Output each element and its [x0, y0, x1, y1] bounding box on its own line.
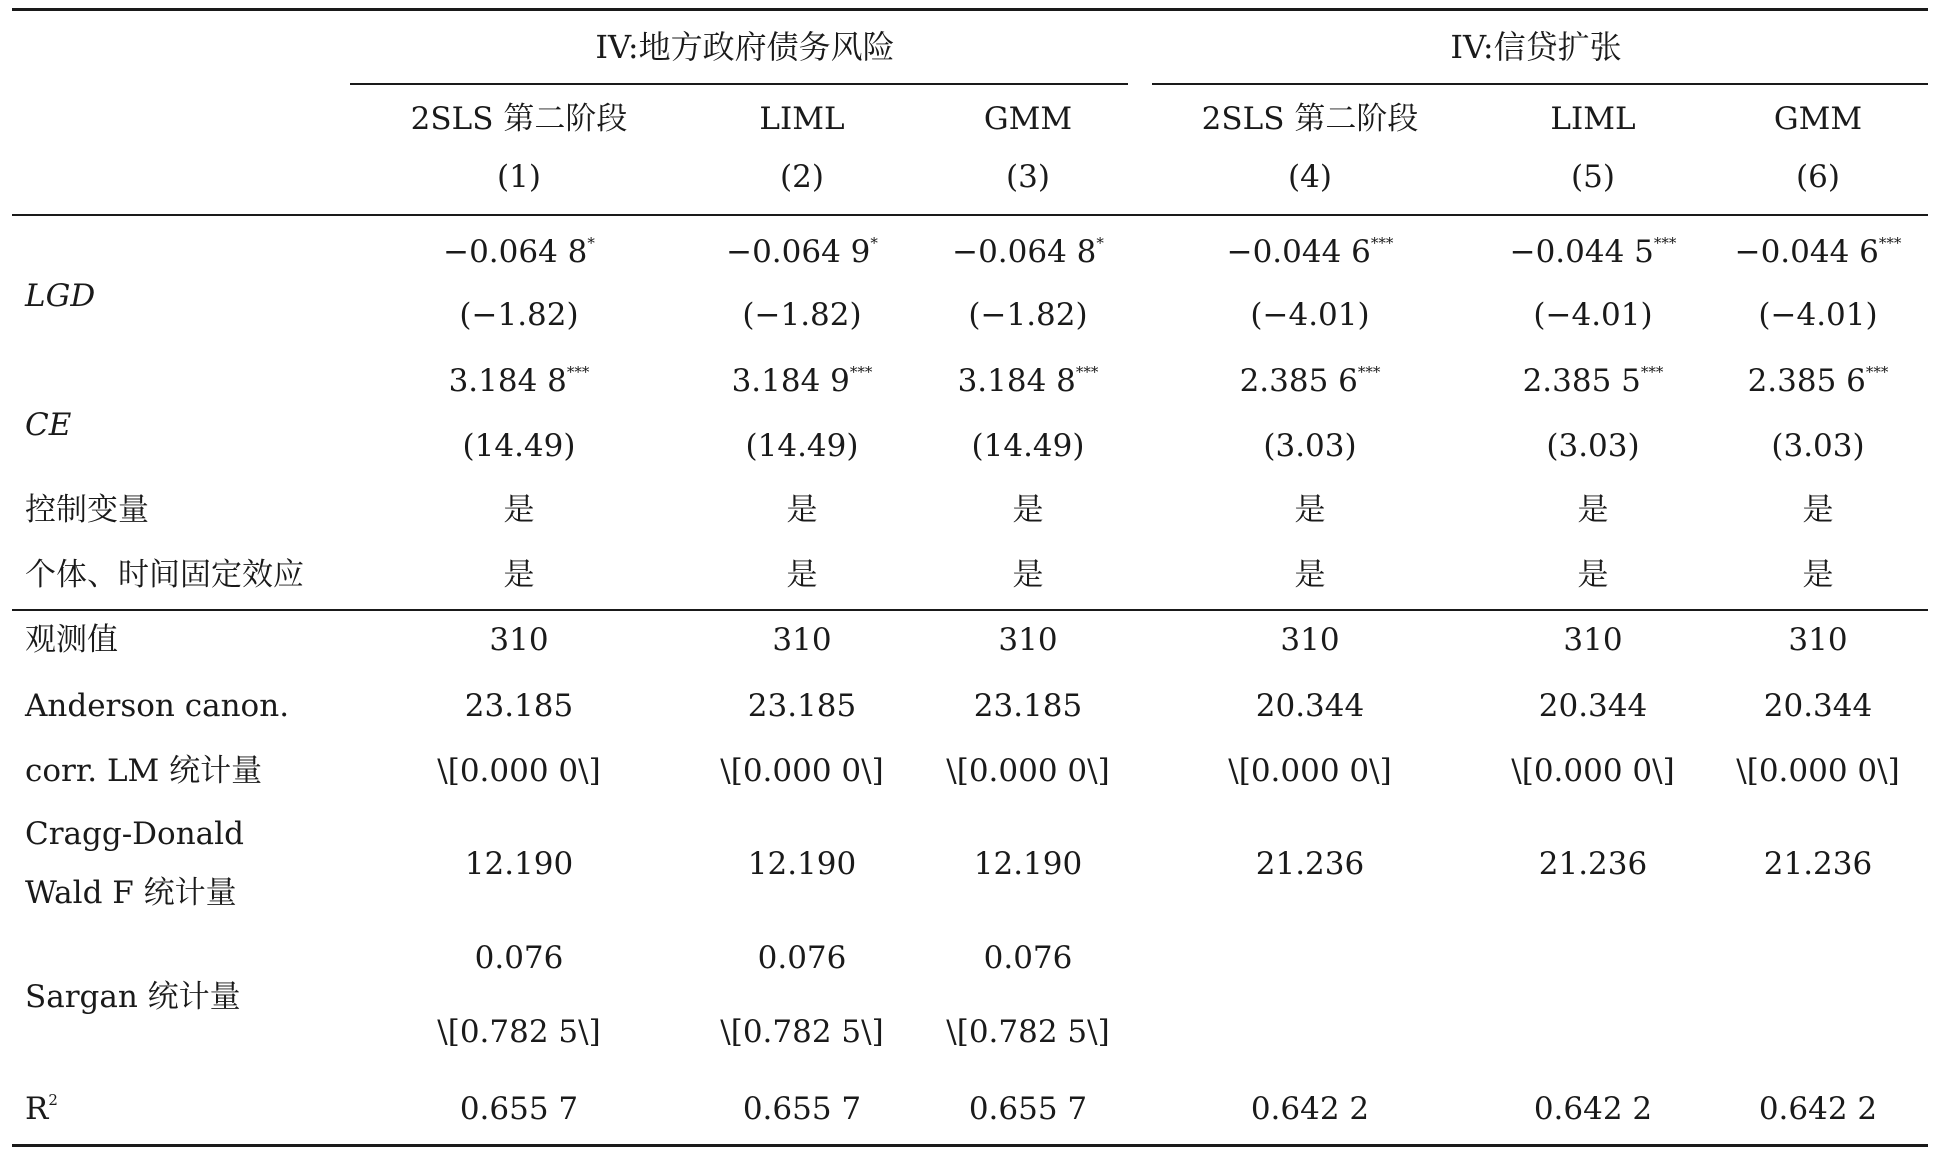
value-cell: 是 — [1294, 557, 1326, 593]
coef-cell: −0.044 6*** — [1734, 234, 1902, 270]
pvalue-cell: \[0.000 0\] — [946, 753, 1110, 789]
top-rule — [12, 8, 1928, 11]
value-cell: 310 — [1788, 622, 1848, 658]
bottom-rule — [12, 1144, 1928, 1147]
row-label-cragg-line1: Cragg-Donald — [25, 816, 244, 852]
tstat-cell: (3.03) — [1771, 428, 1865, 464]
value-cell: 是 — [786, 492, 818, 528]
pvalue-cell: \[0.782 5\] — [437, 1014, 601, 1050]
value-cell: 是 — [786, 557, 818, 593]
row-label-anderson-line1: Anderson canon. — [25, 688, 290, 724]
value-cell: 0.642 2 — [1250, 1091, 1370, 1127]
value-cell: 是 — [1294, 492, 1326, 528]
significance-stars: *** — [849, 363, 873, 381]
header-rule — [12, 214, 1928, 216]
group-1-rule — [350, 83, 1128, 85]
significance-stars: *** — [1865, 363, 1889, 381]
value-cell: 0.076 — [757, 940, 847, 976]
column-number: (4) — [1288, 159, 1332, 195]
method-header: 2SLS 第二阶段 — [1201, 101, 1419, 137]
coef-cell: 3.184 8*** — [957, 363, 1099, 399]
tstat-cell: (3.03) — [1263, 428, 1357, 464]
method-header: 2SLS 第二阶段 — [410, 101, 628, 137]
tstat-cell: (−4.01) — [1250, 297, 1370, 333]
tstat-cell: (−1.82) — [968, 297, 1088, 333]
method-header: LIML — [1550, 101, 1636, 137]
coef-cell: 2.385 5*** — [1522, 363, 1664, 399]
method-header: GMM — [1773, 101, 1863, 137]
value-cell: 23.185 — [464, 688, 574, 724]
value-cell: 12.190 — [973, 846, 1083, 882]
tstat-cell: (−4.01) — [1758, 297, 1878, 333]
tstat-cell: (−1.82) — [459, 297, 579, 333]
column-number: (1) — [497, 159, 541, 195]
row-label-controls: 控制变量 — [25, 492, 149, 528]
row-label-lgd: LGD — [25, 278, 96, 314]
pvalue-cell: \[0.000 0\] — [1228, 753, 1392, 789]
value-cell: 21.236 — [1763, 846, 1873, 882]
tstat-cell: (14.49) — [745, 428, 859, 464]
pvalue-cell: \[0.782 5\] — [720, 1014, 884, 1050]
coef-cell: 2.385 6*** — [1747, 363, 1889, 399]
value-cell: 23.185 — [973, 688, 1083, 724]
value-cell: 0.076 — [983, 940, 1073, 976]
value-cell: 0.642 2 — [1758, 1091, 1878, 1127]
value-cell: 20.344 — [1763, 688, 1873, 724]
pvalue-cell: \[0.000 0\] — [1736, 753, 1900, 789]
value-cell: 21.236 — [1255, 846, 1365, 882]
row-label-ce: CE — [25, 407, 72, 443]
value-cell: 12.190 — [464, 846, 574, 882]
column-number: (3) — [1006, 159, 1050, 195]
row-label-anderson-line2: corr. LM 统计量 — [25, 753, 263, 789]
value-cell: 12.190 — [747, 846, 857, 882]
method-header: GMM — [983, 101, 1073, 137]
value-cell: 是 — [1802, 557, 1834, 593]
value-cell: 0.655 7 — [459, 1091, 579, 1127]
value-cell: 310 — [1280, 622, 1340, 658]
mid-rule — [12, 609, 1928, 611]
value-cell: 0.655 7 — [968, 1091, 1088, 1127]
group-2-rule — [1152, 83, 1928, 85]
coef-cell: 3.184 8*** — [448, 363, 590, 399]
value-cell: 是 — [1802, 492, 1834, 528]
significance-stars: * — [1096, 234, 1104, 252]
significance-stars: *** — [1640, 363, 1664, 381]
significance-stars: *** — [1653, 234, 1677, 252]
value-cell: 20.344 — [1255, 688, 1365, 724]
method-header: LIML — [759, 101, 845, 137]
coef-cell: 2.385 6*** — [1239, 363, 1381, 399]
coef-cell: −0.064 8* — [443, 234, 595, 270]
pvalue-cell: \[0.782 5\] — [946, 1014, 1110, 1050]
row-label-observations: 观测值 — [25, 622, 118, 658]
value-cell: 是 — [503, 557, 535, 593]
coef-cell: −0.064 8* — [952, 234, 1104, 270]
tstat-cell: (14.49) — [971, 428, 1085, 464]
value-cell: 310 — [1563, 622, 1623, 658]
pvalue-cell: \[0.000 0\] — [720, 753, 884, 789]
coef-cell: −0.044 5*** — [1509, 234, 1677, 270]
row-label-sargan: Sargan 统计量 — [25, 979, 241, 1015]
row-label-cragg-line2: Wald F 统计量 — [25, 875, 237, 911]
row-label-r-squared: $R^2$ — [25, 1091, 58, 1127]
column-number: (6) — [1796, 159, 1840, 195]
value-cell: 23.185 — [747, 688, 857, 724]
significance-stars: * — [870, 234, 878, 252]
row-label-fixed-effects: 个体、时间固定效应 — [25, 557, 304, 593]
value-cell: 是 — [1012, 492, 1044, 528]
value-cell: 21.236 — [1538, 846, 1648, 882]
group-header-2: IV:信贷扩张 — [1450, 28, 1622, 66]
coef-cell: −0.044 6*** — [1226, 234, 1394, 270]
superscript: 2 — [48, 1091, 58, 1109]
significance-stars: *** — [1357, 363, 1381, 381]
significance-stars: * — [587, 234, 595, 252]
significance-stars: *** — [1878, 234, 1902, 252]
significance-stars: *** — [566, 363, 590, 381]
value-cell: 310 — [998, 622, 1058, 658]
column-number: (5) — [1571, 159, 1615, 195]
tstat-cell: (−1.82) — [742, 297, 862, 333]
tstat-cell: (14.49) — [462, 428, 576, 464]
significance-stars: *** — [1370, 234, 1394, 252]
group-header-1: IV:地方政府债务风险 — [595, 28, 895, 66]
coef-cell: 3.184 9*** — [731, 363, 873, 399]
tstat-cell: (−4.01) — [1533, 297, 1653, 333]
value-cell: 20.344 — [1538, 688, 1648, 724]
pvalue-cell: \[0.000 0\] — [437, 753, 601, 789]
value-cell: 0.642 2 — [1533, 1091, 1653, 1127]
value-cell: 310 — [489, 622, 549, 658]
pvalue-cell: \[0.000 0\] — [1511, 753, 1675, 789]
value-cell: 是 — [1577, 557, 1609, 593]
value-cell: 是 — [503, 492, 535, 528]
tstat-cell: (3.03) — [1546, 428, 1640, 464]
value-cell: 310 — [772, 622, 832, 658]
value-cell: 0.076 — [474, 940, 564, 976]
value-cell: 是 — [1577, 492, 1609, 528]
value-cell: 是 — [1012, 557, 1044, 593]
column-number: (2) — [780, 159, 824, 195]
significance-stars: *** — [1075, 363, 1099, 381]
coef-cell: −0.064 9* — [726, 234, 878, 270]
value-cell: 0.655 7 — [742, 1091, 862, 1127]
